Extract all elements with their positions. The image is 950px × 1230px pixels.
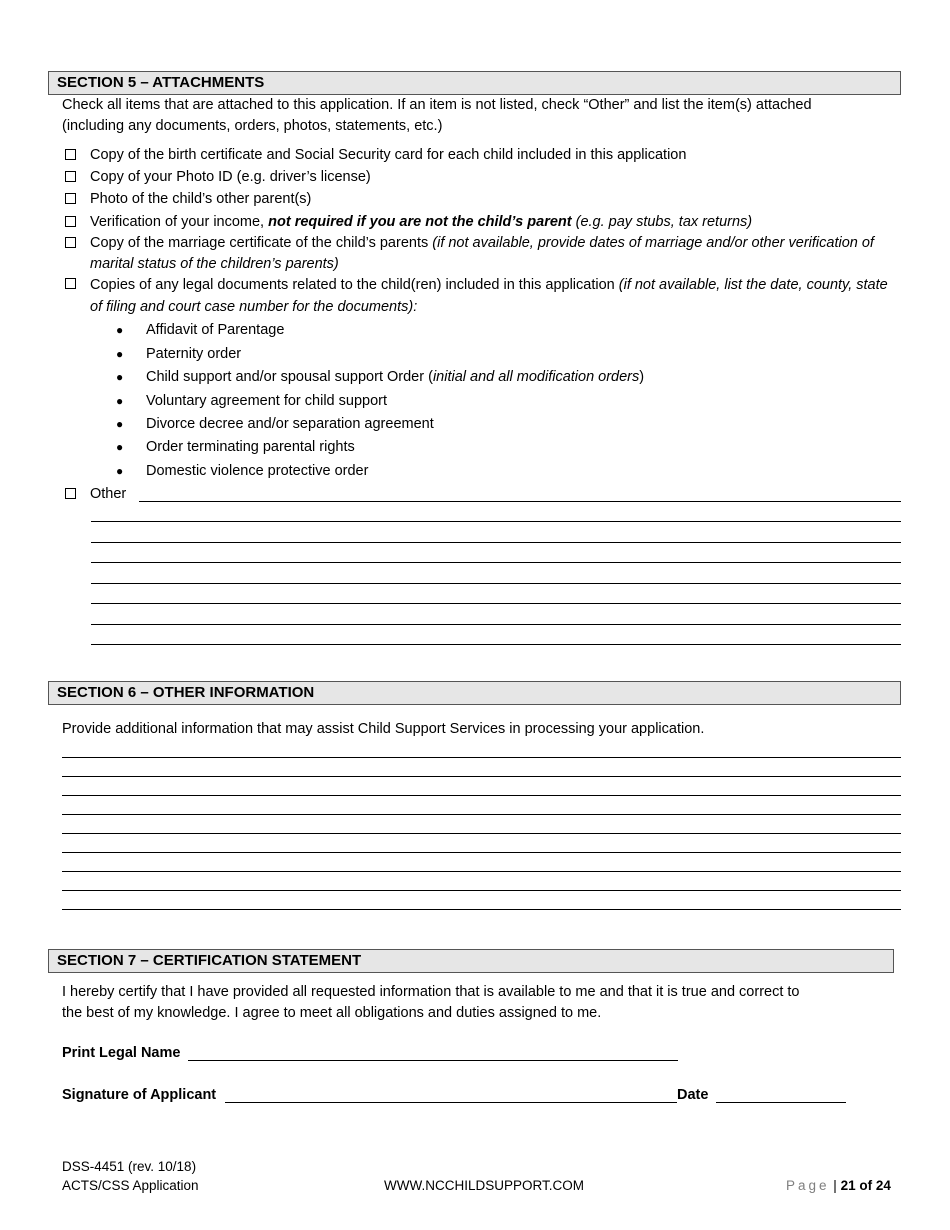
attachment-item-photo-id[interactable] — [62, 167, 892, 188]
attachment-label: Copy of the birth certificate and Social Security card for each child included in this application — [90, 147, 687, 163]
certification-statement — [62, 982, 892, 1024]
other-input-line-3[interactable] — [91, 542, 901, 543]
other-info-line-8[interactable] — [62, 890, 901, 891]
checkbox-other[interactable] — [65, 488, 76, 499]
bullet-icon: ● — [116, 394, 124, 408]
date-label: Date — [677, 1087, 709, 1103]
other-input-line-5[interactable] — [91, 583, 901, 584]
bullet-icon: ● — [116, 440, 124, 454]
checkbox-other-parent-photo[interactable] — [65, 193, 76, 204]
bullet-icon: ● — [116, 370, 124, 384]
attachment-item-other-parent-photo[interactable] — [62, 189, 892, 210]
attachment-item-birth-certificate[interactable] — [62, 145, 892, 166]
label-italic: (if not available, provide dates of marriage and/or other verification of marital status of the children’s parents) — [90, 235, 874, 272]
checkbox-photo-id[interactable] — [65, 171, 76, 182]
bullet-icon: ● — [116, 464, 124, 478]
other-info-line-2[interactable] — [62, 776, 901, 777]
page-word: Page — [786, 1178, 830, 1193]
legal-doc-label: Affidavit of Parentage — [146, 322, 285, 338]
attachment-label — [90, 274, 892, 318]
legal-doc-divorce-decree — [116, 414, 434, 435]
attachment-item-marriage-certificate[interactable] — [62, 233, 892, 275]
label-text: Copies of any legal documents related to the child(ren) included in this application — [90, 277, 619, 293]
page-separator: | — [833, 1178, 837, 1193]
legal-doc-label: Divorce decree and/or separation agreement — [146, 416, 434, 432]
attachment-item-income-verification[interactable] — [62, 212, 892, 233]
attachment-label — [90, 233, 892, 275]
signature-label: Signature of Applicant — [62, 1087, 217, 1103]
section-5-intro-line-1: Check all items that are attached to this application. If an item is not listed, check “Other” and list the item(s) attached — [62, 97, 812, 113]
section-5-intro — [62, 95, 892, 137]
print-legal-name-label: Print Legal Name — [62, 1045, 181, 1061]
other-info-line-7[interactable] — [62, 871, 901, 872]
checkbox-birth-certificate[interactable] — [65, 149, 76, 160]
legal-doc-terminating-rights — [116, 437, 355, 458]
legal-doc-protective-order — [116, 461, 368, 482]
form-number: DSS-4451 (rev. 10/18) — [62, 1159, 197, 1174]
date-input[interactable] — [716, 1102, 846, 1103]
attachment-label: Copy of your Photo ID (e.g. driver’s license) — [90, 169, 371, 185]
attachment-label — [90, 212, 892, 233]
footer-form-info — [62, 1157, 199, 1195]
section-6-header: SECTION 6 – OTHER INFORMATION — [48, 681, 901, 705]
attachment-item-legal-documents[interactable] — [62, 274, 892, 318]
footer-website: WWW.NCCHILDSUPPORT.COM — [384, 1178, 585, 1193]
section-6-intro: Provide additional information that may assist Child Support Services in processing your application. — [62, 721, 705, 737]
other-input-line-4[interactable] — [91, 562, 901, 563]
section-7-header: SECTION 7 – CERTIFICATION STATEMENT — [48, 949, 894, 973]
other-input-line-2[interactable] — [91, 521, 901, 522]
other-input-line-8[interactable] — [91, 644, 901, 645]
legal-doc-affidavit — [116, 320, 284, 341]
label-italic: (e.g. pay stubs, tax returns) — [571, 214, 753, 230]
label-text: Copy of the marriage certificate of the child’s parents — [90, 235, 433, 251]
footer-page-number — [786, 1176, 891, 1195]
bullet-icon: ● — [116, 347, 124, 361]
checkbox-marriage-certificate[interactable] — [65, 237, 76, 248]
label-text: Child support and/or spousal support Order ( — [146, 369, 433, 385]
section-5-header: SECTION 5 – ATTACHMENTS — [48, 71, 901, 95]
other-info-line-9[interactable] — [62, 909, 901, 910]
other-info-line-4[interactable] — [62, 814, 901, 815]
legal-doc-paternity — [116, 344, 241, 365]
legal-doc-label: Domestic violence protective order — [146, 463, 369, 479]
bullet-icon: ● — [116, 417, 124, 431]
other-info-line-5[interactable] — [62, 833, 901, 834]
attachment-label: Photo of the child’s other parent(s) — [90, 191, 312, 207]
certification-line-2: the best of my knowledge. I agree to meet all obligations and duties assigned to me. — [62, 1005, 602, 1021]
signature-input[interactable] — [225, 1102, 677, 1103]
bullet-icon: ● — [116, 323, 124, 337]
other-info-line-6[interactable] — [62, 852, 901, 853]
legal-doc-voluntary-agreement — [116, 391, 387, 412]
other-info-line-3[interactable] — [62, 795, 901, 796]
label-bold-italic: not required if you are not the child’s parent — [268, 214, 572, 230]
page-count: 21 of 24 — [840, 1178, 891, 1193]
other-input-line-1[interactable] — [139, 501, 901, 502]
other-info-line-1[interactable] — [62, 757, 901, 758]
certification-line-1: I hereby certify that I have provided all requested information that is available to me and that it is true and correct to — [62, 984, 800, 1000]
legal-doc-label: Voluntary agreement for child support — [146, 393, 387, 409]
label-italic: initial and all modification orders — [432, 369, 640, 385]
legal-doc-label: Order terminating parental rights — [146, 439, 355, 455]
legal-doc-label: Paternity order — [146, 346, 242, 362]
print-legal-name-input[interactable] — [188, 1060, 678, 1061]
legal-doc-label — [146, 367, 644, 388]
checkbox-legal-documents[interactable] — [65, 278, 76, 289]
label-text: Verification of your income, — [90, 214, 269, 230]
legal-doc-support-order — [116, 367, 644, 388]
other-input-line-7[interactable] — [91, 624, 901, 625]
checkbox-income-verification[interactable] — [65, 216, 76, 227]
other-label: Other — [90, 486, 127, 502]
label-italic: (if not available, list the date, county, state of filing and court case number for the documents): — [90, 277, 888, 315]
section-5-intro-line-2: (including any documents, orders, photos, statements, etc.) — [62, 118, 443, 134]
form-name: ACTS/CSS Application — [62, 1178, 199, 1193]
other-input-line-6[interactable] — [91, 603, 901, 604]
label-text: ) — [639, 369, 645, 385]
